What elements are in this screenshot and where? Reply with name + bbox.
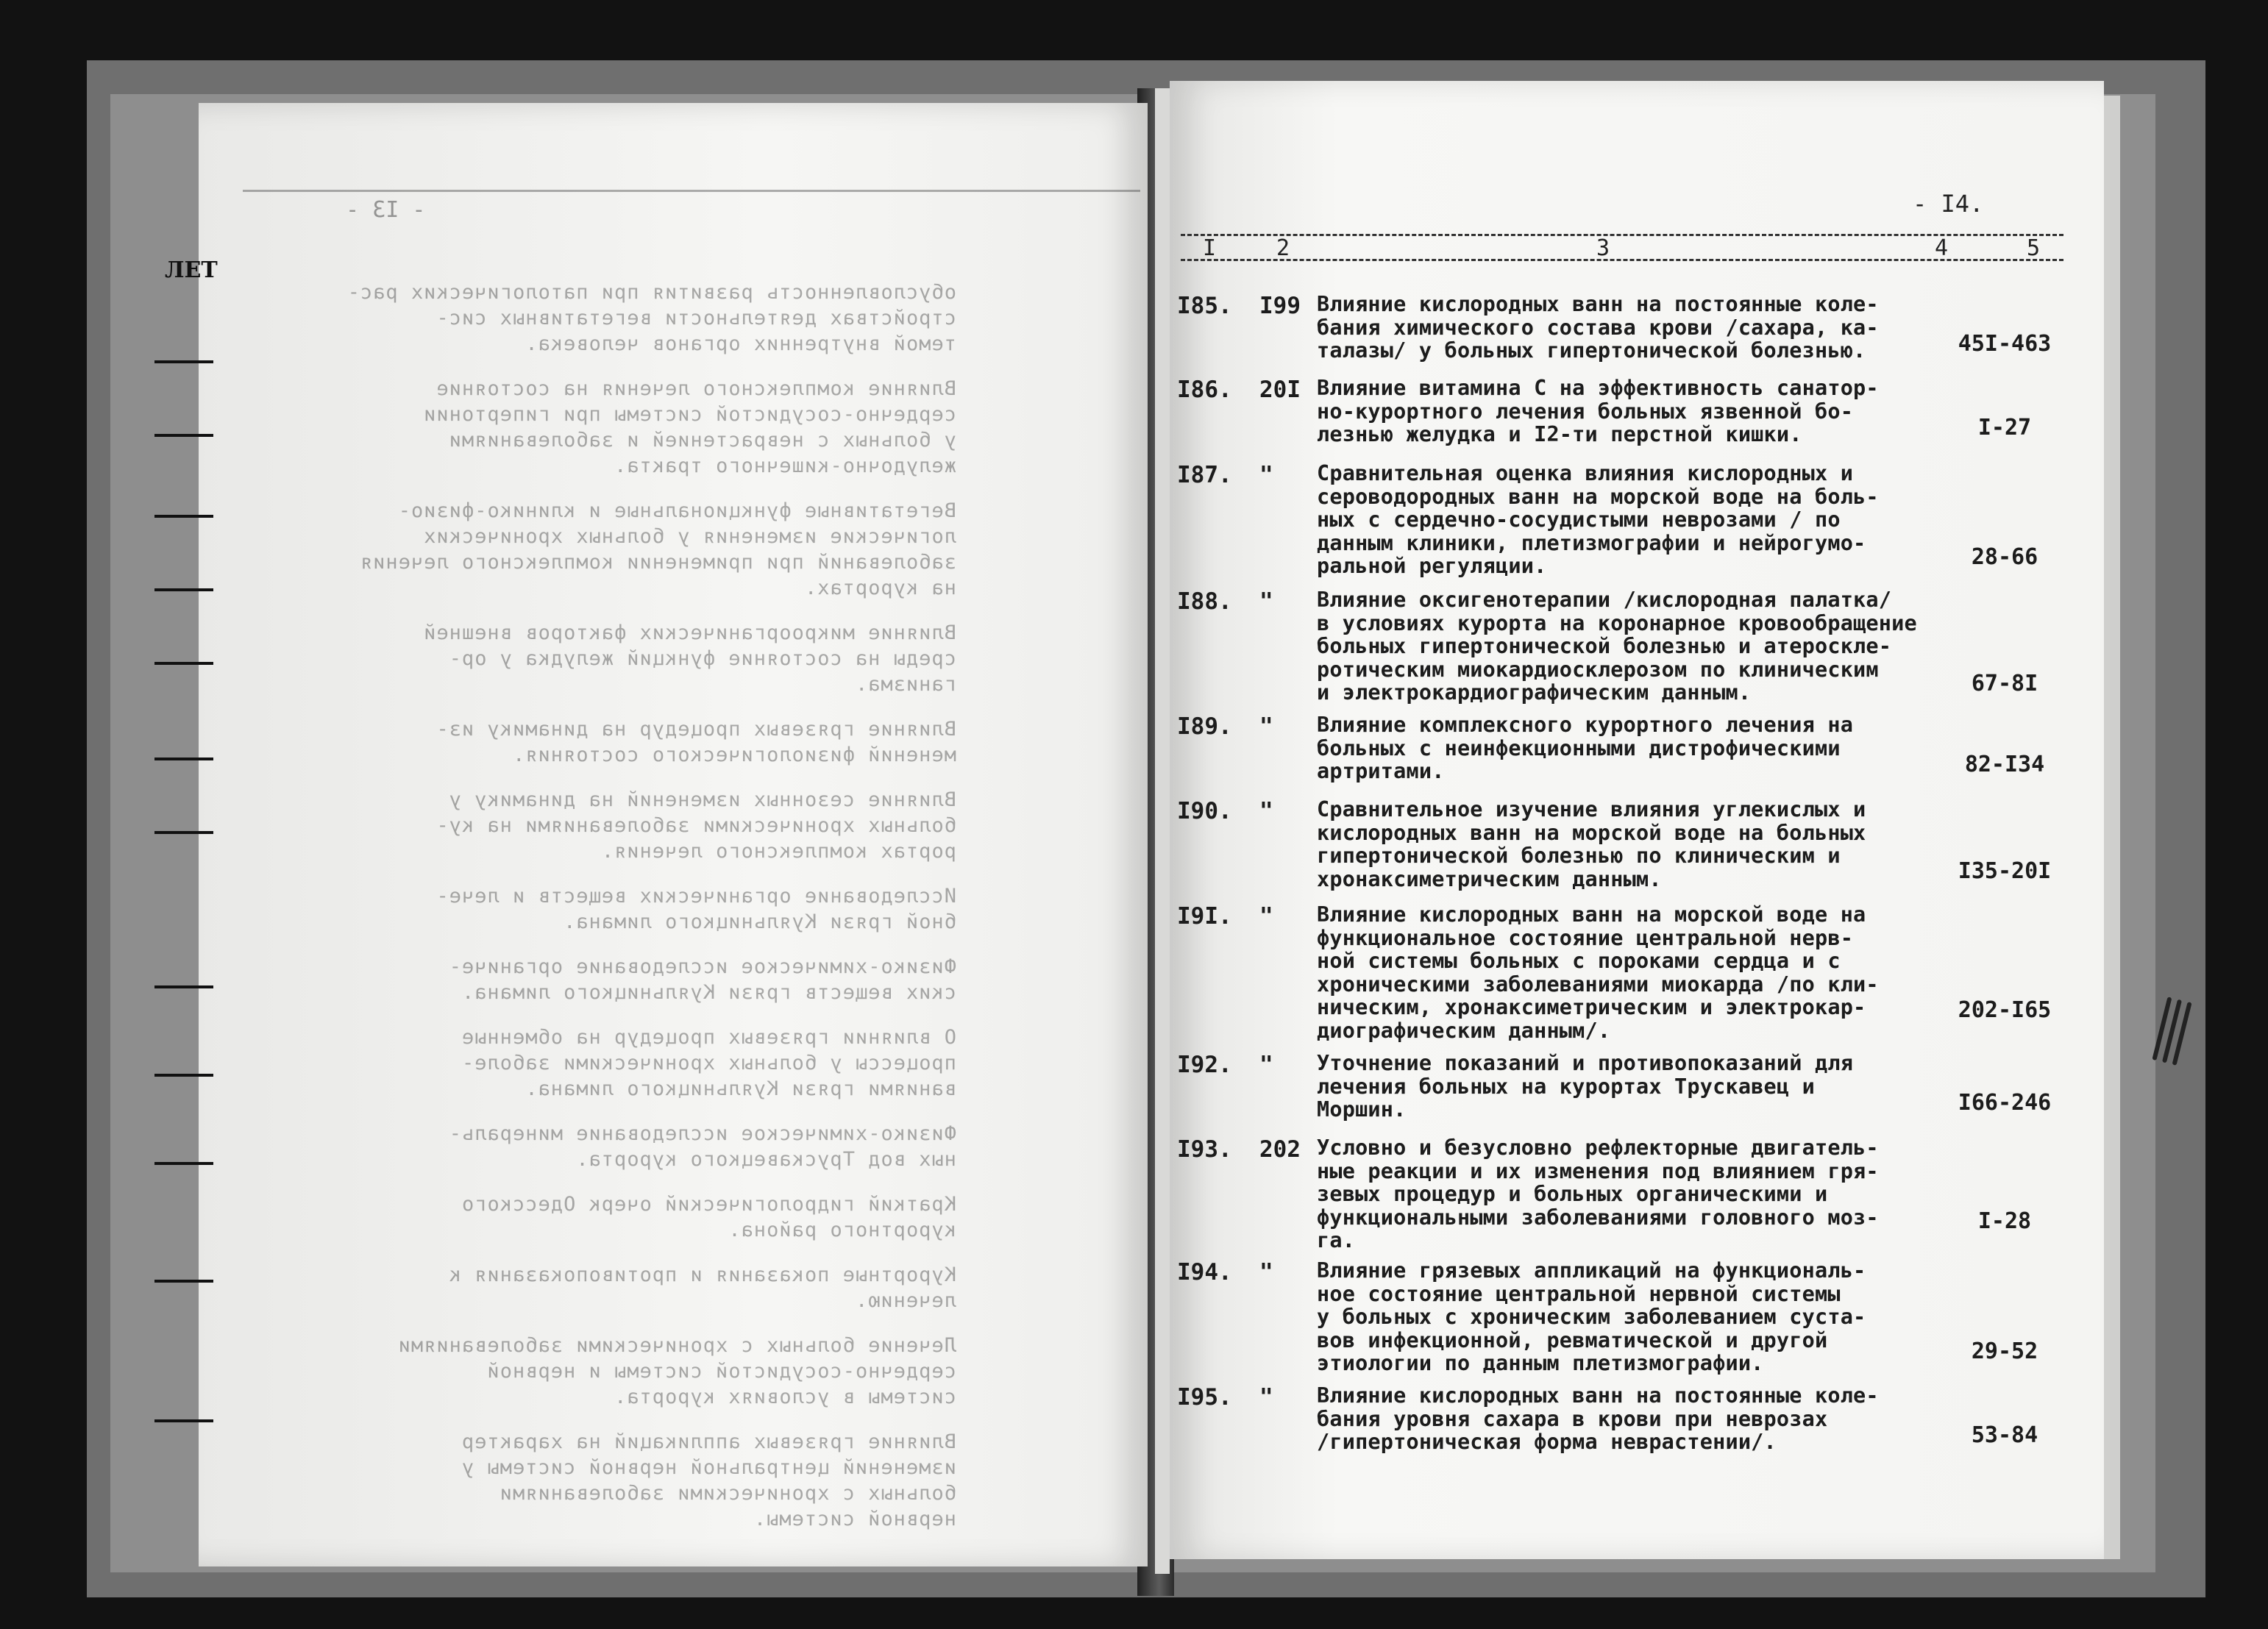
entry-title [1317,713,1949,783]
entry-title-line: диографическим данным/. [1317,1018,1611,1043]
entry-title-line: этиологии по данным плетизмографии. [1317,1351,1764,1375]
bleed-through-block: Лечение больных с хроническими заболеваниями сердечно-сосудистой системы и нервной системы в условиях курорта. [397,1334,956,1408]
entry-column-2: " [1259,798,1273,824]
edge-mark [154,662,213,665]
entry-pages: 202-I65 [1958,997,2052,1023]
entry-title-line: талазы/ у больных гипертонической болезнью. [1317,338,1866,363]
entry-number: I87. [1177,462,1232,488]
entry-column-2: " [1259,1052,1273,1078]
edge-mark [154,1074,213,1077]
entry-title-line: Уточнение показаний и противопоказаний для [1317,1051,1854,1075]
entry-title-line: зевых процедур и больных органическими и [1317,1182,1828,1206]
entry-title-line: больных гипертонической болезнью и атероскле- [1317,634,1892,658]
entry-title-line: функциональными заболеваниями головного моз- [1317,1205,1879,1230]
bleed-through-block: Влияние микроорганических факторов внешней среды на состояние функций желудка у ор- ганизма. [423,621,956,696]
entry-column-2: " [1259,588,1273,615]
entry-title-line: га. [1317,1228,1356,1252]
entry-title-line: Сравнительное изучение влияния углекислых и [1317,797,1866,821]
entry-pages: 29-52 [1971,1339,2038,1364]
entry-title-line: данным клиники, плетизмографии и нейрогумо- [1317,530,1866,555]
entry-column-2: " [1259,713,1273,740]
edge-mark [154,588,213,591]
entry-column-2: 20I [1259,377,1301,403]
entry-title [1317,1052,1949,1122]
edge-mark [154,831,213,834]
entry-title-line: лечения больных на курортах Трускавец и [1317,1074,1815,1099]
entry-title-line: Сравнительная оценка влияния кислородных и [1317,461,1854,485]
entry-pages: 28-66 [1971,544,2038,570]
entry-title-line: Влияние грязевых аппликаций на функциональ- [1317,1258,1866,1283]
entry-title-line: у больных с хроническим заболеванием суста- [1317,1305,1866,1329]
entry-title-line: Влияние кислородных ванн на морской воде на [1317,902,1866,927]
entry-title-line: ной системы больных с пороками сердца и с [1317,949,1841,973]
entry-title-line: Влияние кислородных ванн на постоянные коле- [1317,1383,1879,1408]
column-header-4: 4 [1935,235,1949,261]
entry-title [1317,1136,1949,1252]
bleed-through-block: Влияние комплексного лечения на состояние сердечно-сосудистой системы при гипертонии у больных с неврастенией и заболеваниями желудочно-кишечного тракта. [423,377,956,477]
edge-mark [154,360,213,363]
entry-pages: I35-20I [1958,858,2052,884]
entry-number: I88. [1177,588,1232,615]
column-header-3: 3 [1596,235,1610,261]
entry-pages: 67-8I [1971,671,2038,696]
bleed-through-block: Исследование органических веществ и лече- бной грязи Куяльницкого лимана. [436,885,956,933]
entry-title-line: Влияние комплексного курортного лечения на [1317,713,1854,737]
bleed-through-block: Влияние грязевых аппликаций на характер изменений центральной нервной системы у больных с хроническими заболеваниями нервной системы. [461,1430,956,1530]
table-header-rule-bottom [1181,259,2063,261]
entry-number: I89. [1177,713,1232,740]
entry-title-line: ных с сердечно-сосудистыми неврозами / по [1317,507,1841,532]
entry-title [1317,462,1949,578]
edge-mark [154,434,213,437]
entry-number: I86. [1177,377,1232,403]
page-stack-edge [1155,88,1170,1574]
entry-title-line: ное состояние центральной нервной системы [1317,1281,1841,1306]
entry-title-line: лезнью желудка и I2-ти перстной кишки. [1317,422,1802,446]
entry-column-2: " [1259,1384,1273,1411]
entry-pages: 53-84 [1971,1422,2038,1448]
entry-number: I93. [1177,1136,1232,1163]
entry-title-line: Моршин. [1317,1097,1407,1122]
entry-title-line: ническим, хронаксиметрическим и электрокар- [1317,995,1866,1019]
edge-mark [154,985,213,988]
entry-title-line: хронаксиметрическим данным. [1317,866,1662,891]
left-page-folio: - I3 - [346,197,426,223]
entry-pages: I-27 [1977,415,2032,441]
entry-title-line: Влияние кислородных ванн на постоянные коле- [1317,292,1879,316]
entry-number: I85. [1177,293,1232,319]
entry-title-line: функциональное состояние центральной нерв- [1317,925,1854,950]
left-page-header-rule [243,190,1140,192]
entry-column-2: 202 [1259,1136,1301,1163]
edge-mark [154,515,213,518]
entry-title [1317,1259,1949,1375]
column-header-2: 2 [1276,235,1290,261]
entry-title-line: но-курортного лечения больных язвенной бо- [1317,399,1854,424]
entry-title [1317,293,1949,363]
edge-label: ЛЕТ [165,257,218,283]
entry-title [1317,903,1949,1042]
bleed-through-block: О влиянии грязевых процедур на обменные процессы у больных хроническими заболе- ваниями грязи Куяльницкого лимана. [461,1026,956,1100]
entry-title-line: ральной регуляции. [1317,554,1547,578]
edge-mark [154,1162,213,1165]
entry-column-2: I99 [1259,293,1301,319]
entry-pages: I-28 [1977,1208,2032,1234]
bleed-through-block: Физико-химическое исследование минераль- ных вод Трускавецкого курорта. [448,1122,956,1171]
entry-number: I9I. [1177,903,1232,930]
bleed-through-block: Вегетативные функциональные и клинико-физио- логические изменения у больных хронических заболеваний при применении комплексного лечения на курортах. [359,499,956,599]
entry-title [1317,798,1949,891]
entry-title-line: вов инфекционной, ревматической и другой [1317,1327,1828,1352]
entry-number: I94. [1177,1259,1232,1286]
entry-pages: 45I-463 [1958,331,2052,357]
entry-title-line: артритами. [1317,759,1445,783]
entry-title [1317,377,1949,446]
entry-title-line: ротическим миокардиосклерозом по клиническим [1317,657,1879,682]
edge-mark [154,1419,213,1422]
entry-title-line: кислородных ванн на морской воде на больных [1317,820,1866,845]
left-page-bleed-through-text [221,279,956,1551]
bleed-through-block: Курортные показания и противопоказания к лечению. [448,1263,956,1312]
entry-column-2: " [1259,462,1273,488]
column-header-5: 5 [2027,235,2041,261]
bleed-through-block: Физико-химическое исследование органиче- ских веществ грязи Куяльницкого лимана. [448,955,956,1004]
entry-title [1317,1384,1949,1454]
bleed-through-block: обусловленность развития при патологических рас- стройствах деятельности вегетативных сис- темой внутренних органов человека. [346,281,956,355]
entry-title-line: гипертонической болезнью по клиническим и [1317,844,1841,868]
entry-number: I92. [1177,1052,1232,1078]
entry-title-line: Влияние витамина С на эффективность санатор- [1317,376,1879,400]
entry-title-line: Влияние оксигенотерапии /кислородная палатка/ [1317,588,1892,612]
bleed-through-block: Влияние грязевых процедур на динамику из- менений физиологического состояния. [436,718,956,766]
entry-title-line: бания химического состава крови /сахара, ка- [1317,315,1879,340]
entry-pages: 82-I34 [1964,752,2045,777]
entry-title [1317,588,1949,705]
entry-title-line: ные реакции и их изменения под влиянием гря- [1317,1158,1879,1183]
entry-title-line: в условиях курорта на коронарное кровообращение [1317,610,1917,635]
bleed-through-block: Краткий гидрологический очерк Одесского курортного района. [461,1193,956,1241]
entry-title-line: бания уровня сахара в крови при неврозах [1317,1406,1828,1431]
page-stack-edge-right [2102,96,2120,1559]
entry-title-line: Условно и безусловно рефлекторные двигатель- [1317,1136,1879,1160]
entry-column-2: " [1259,903,1273,930]
entry-number: I95. [1177,1384,1232,1411]
entry-column-2: " [1259,1259,1273,1286]
entry-title-line: и электрокардиографическим данным. [1317,680,1752,705]
entry-number: I90. [1177,798,1232,824]
table-header-rule-top [1181,234,2063,236]
entry-title-line: сероводородных ванн на морской воде на боль- [1317,484,1879,509]
column-header-1: I [1203,235,1217,261]
entry-title-line: больных с неинфекционными дистрофическими [1317,735,1841,760]
entry-title-line: /гипертоническая форма неврастении/. [1317,1430,1777,1454]
entry-title-line: хроническими заболеваниями миокарда /по кли- [1317,972,1879,997]
edge-mark [154,1280,213,1283]
edge-mark [154,758,213,760]
bleed-through-block: Влияние сезонных изменений на динамику у больных хроническими заболеваниями на ку- рортах комплексного лечения. [436,788,956,863]
entry-pages: I66-246 [1958,1090,2052,1116]
page-number: - I4. [1913,190,1984,218]
